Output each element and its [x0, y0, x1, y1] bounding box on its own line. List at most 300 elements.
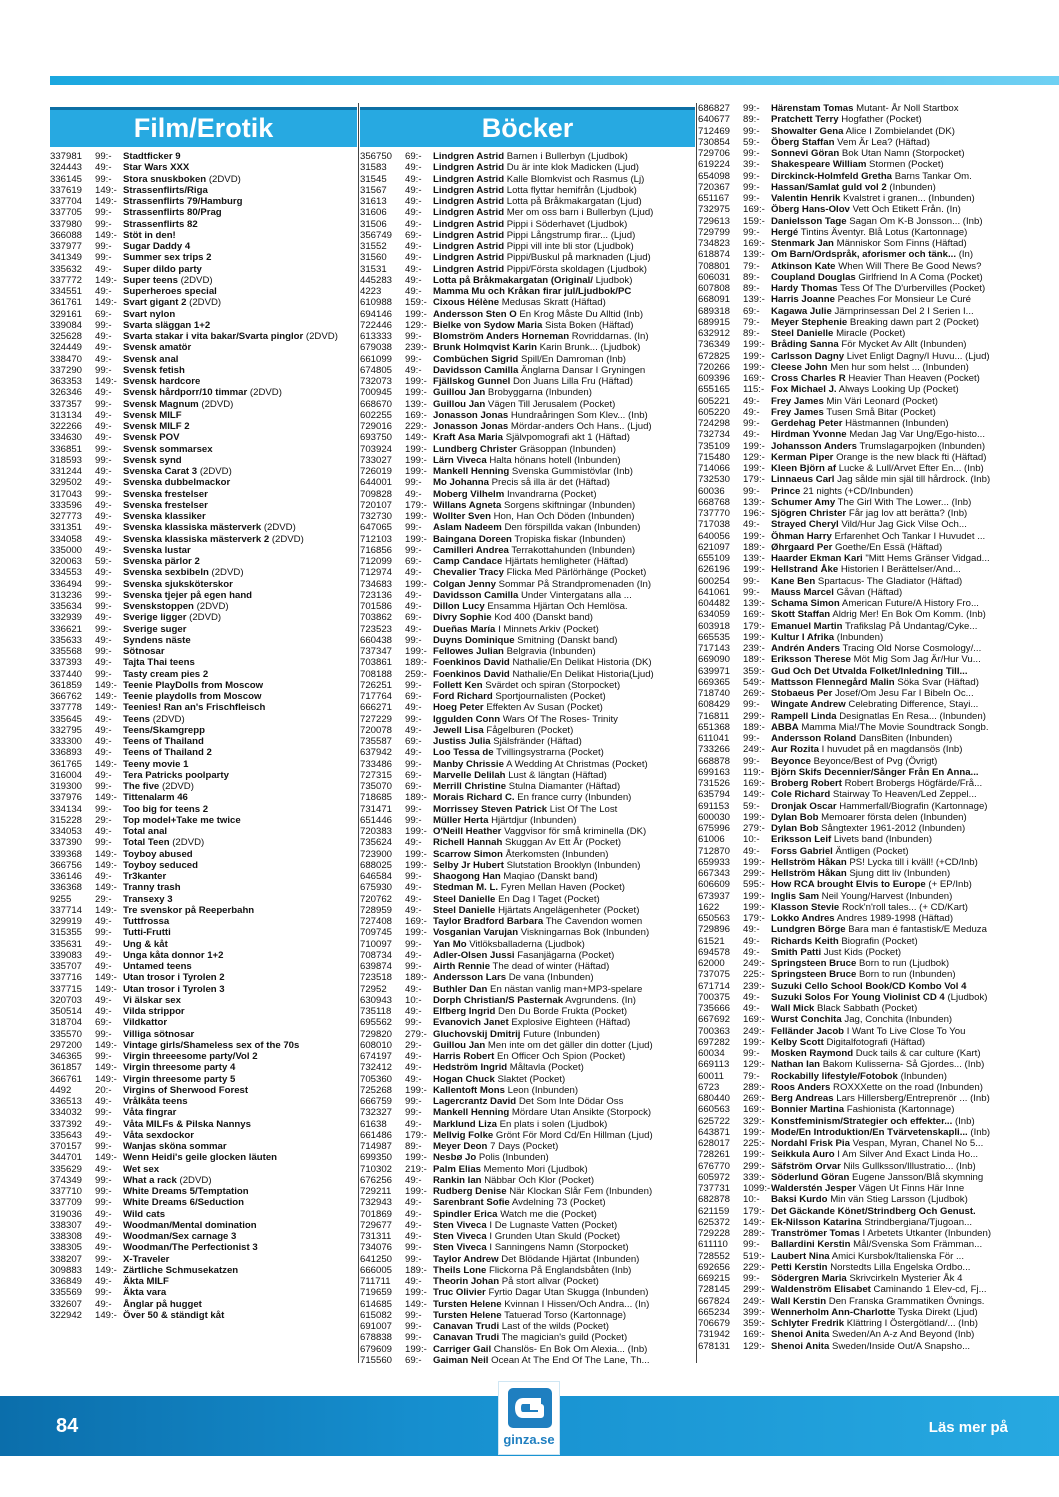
list-item[interactable]	[360, 635, 695, 646]
list-item[interactable]	[360, 207, 695, 218]
list-item[interactable]	[360, 1029, 695, 1040]
list-item[interactable]	[698, 801, 1013, 812]
list-item[interactable]	[698, 1217, 1013, 1228]
list-item[interactable]	[698, 103, 1013, 114]
list-item[interactable]	[698, 846, 1013, 857]
list-item[interactable]	[698, 879, 1013, 890]
list-item[interactable]	[360, 1310, 695, 1321]
list-item[interactable]	[50, 837, 357, 848]
list-item[interactable]	[50, 207, 357, 218]
list-item[interactable]	[360, 1242, 695, 1253]
list-item[interactable]	[698, 261, 1013, 272]
list-item[interactable]	[360, 1175, 695, 1186]
list-item[interactable]	[698, 1239, 1013, 1250]
list-item[interactable]	[698, 1183, 1013, 1194]
list-item[interactable]	[698, 564, 1013, 575]
list-item[interactable]	[698, 587, 1013, 598]
list-item[interactable]	[698, 924, 1013, 935]
list-item[interactable]	[698, 283, 1013, 294]
list-item[interactable]	[698, 1037, 1013, 1048]
list-item[interactable]	[360, 1164, 695, 1175]
list-item[interactable]	[698, 1093, 1013, 1104]
list-item[interactable]	[50, 669, 357, 680]
list-item[interactable]	[50, 545, 357, 556]
list-item[interactable]	[698, 384, 1013, 395]
list-item[interactable]	[50, 230, 357, 241]
list-item[interactable]	[360, 871, 695, 882]
list-item[interactable]	[360, 477, 695, 488]
list-item[interactable]	[698, 1071, 1013, 1082]
list-item[interactable]	[50, 466, 357, 477]
list-item[interactable]	[50, 792, 357, 803]
list-item[interactable]	[698, 508, 1013, 519]
list-item[interactable]	[360, 1287, 695, 1298]
list-item[interactable]	[360, 252, 695, 263]
list-item[interactable]	[360, 590, 695, 601]
list-item[interactable]	[698, 227, 1013, 238]
list-item[interactable]	[50, 567, 357, 578]
list-item[interactable]	[360, 1107, 695, 1118]
list-item[interactable]	[50, 444, 357, 455]
list-item[interactable]	[360, 1017, 695, 1028]
list-item[interactable]	[50, 1231, 357, 1242]
list-item[interactable]	[698, 249, 1013, 260]
list-item[interactable]	[360, 1209, 695, 1220]
list-item[interactable]	[698, 486, 1013, 497]
list-item[interactable]	[360, 185, 695, 196]
list-item[interactable]	[50, 500, 357, 511]
list-item[interactable]	[50, 736, 357, 747]
list-item[interactable]	[698, 1273, 1013, 1284]
list-item[interactable]	[50, 1254, 357, 1265]
list-item[interactable]	[50, 286, 357, 297]
list-item[interactable]	[50, 871, 357, 882]
list-item[interactable]	[50, 219, 357, 230]
list-item[interactable]	[360, 1074, 695, 1085]
list-item[interactable]	[698, 576, 1013, 587]
ginza-logo[interactable]	[498, 1381, 560, 1455]
list-item[interactable]	[360, 444, 695, 455]
list-item[interactable]	[360, 174, 695, 185]
list-item[interactable]	[698, 733, 1013, 744]
list-item[interactable]	[360, 747, 695, 758]
list-item[interactable]	[50, 252, 357, 263]
list-item[interactable]	[698, 767, 1013, 778]
list-item[interactable]	[360, 657, 695, 668]
list-item[interactable]	[698, 1149, 1013, 1160]
list-item[interactable]	[698, 1318, 1013, 1329]
list-item[interactable]	[50, 939, 357, 950]
list-item[interactable]	[698, 238, 1013, 249]
list-item[interactable]	[360, 230, 695, 241]
list-item[interactable]	[698, 351, 1013, 362]
list-item[interactable]	[360, 905, 695, 916]
list-item[interactable]	[360, 511, 695, 522]
list-item[interactable]	[698, 441, 1013, 452]
list-item[interactable]	[50, 860, 357, 871]
list-item[interactable]	[698, 688, 1013, 699]
list-item[interactable]	[698, 722, 1013, 733]
list-item[interactable]	[360, 354, 695, 365]
list-item[interactable]	[50, 747, 357, 758]
list-item[interactable]	[360, 534, 695, 545]
list-item[interactable]	[50, 1276, 357, 1287]
list-item[interactable]	[698, 677, 1013, 688]
list-item[interactable]	[360, 579, 695, 590]
list-item[interactable]	[698, 1138, 1013, 1149]
list-item[interactable]	[360, 691, 695, 702]
list-item[interactable]	[698, 159, 1013, 170]
list-item[interactable]	[360, 1085, 695, 1096]
list-item[interactable]	[698, 531, 1013, 542]
list-item[interactable]	[698, 407, 1013, 418]
list-item[interactable]	[50, 275, 357, 286]
list-item[interactable]	[360, 1051, 695, 1062]
list-item[interactable]	[360, 601, 695, 612]
list-item[interactable]	[698, 756, 1013, 767]
list-item[interactable]	[50, 1119, 357, 1130]
list-item[interactable]	[50, 1130, 357, 1141]
list-item[interactable]	[50, 376, 357, 387]
list-item[interactable]	[698, 598, 1013, 609]
list-item[interactable]	[698, 1172, 1013, 1183]
list-item[interactable]	[50, 657, 357, 668]
list-item[interactable]	[698, 621, 1013, 632]
list-item[interactable]	[50, 635, 357, 646]
list-item[interactable]	[50, 916, 357, 927]
list-item[interactable]	[360, 320, 695, 331]
list-item[interactable]	[360, 680, 695, 691]
list-item[interactable]	[698, 666, 1013, 677]
list-item[interactable]	[50, 342, 357, 353]
list-item[interactable]	[698, 1082, 1013, 1093]
list-item[interactable]	[50, 387, 357, 398]
list-item[interactable]	[50, 522, 357, 533]
list-item[interactable]	[360, 309, 695, 320]
list-item[interactable]	[698, 373, 1013, 384]
list-item[interactable]	[360, 725, 695, 736]
list-item[interactable]	[360, 1040, 695, 1051]
list-item[interactable]	[50, 1164, 357, 1175]
list-item[interactable]	[50, 477, 357, 488]
list-item[interactable]	[50, 1186, 357, 1197]
list-item[interactable]	[698, 699, 1013, 710]
list-item[interactable]	[360, 770, 695, 781]
list-item[interactable]	[50, 1040, 357, 1051]
list-item[interactable]	[50, 579, 357, 590]
list-item[interactable]	[360, 1152, 695, 1163]
list-item[interactable]	[698, 542, 1013, 553]
list-item[interactable]	[50, 309, 357, 320]
list-item[interactable]	[360, 860, 695, 871]
list-item[interactable]	[50, 804, 357, 815]
list-item[interactable]	[360, 489, 695, 500]
list-item[interactable]	[360, 1130, 695, 1141]
list-item[interactable]	[50, 1029, 357, 1040]
list-item[interactable]	[50, 815, 357, 826]
list-item[interactable]	[360, 264, 695, 275]
list-item[interactable]	[698, 452, 1013, 463]
list-item[interactable]	[50, 781, 357, 792]
list-item[interactable]	[698, 812, 1013, 823]
list-item[interactable]	[698, 1329, 1013, 1340]
list-item[interactable]	[50, 241, 357, 252]
list-item[interactable]	[360, 736, 695, 747]
list-item[interactable]	[698, 789, 1013, 800]
list-item[interactable]	[50, 455, 357, 466]
list-item[interactable]	[360, 219, 695, 230]
list-item[interactable]	[50, 1152, 357, 1163]
list-item[interactable]	[360, 1332, 695, 1343]
list-item[interactable]	[50, 612, 357, 623]
list-item[interactable]	[698, 1307, 1013, 1318]
list-item[interactable]	[50, 984, 357, 995]
list-item[interactable]	[698, 1194, 1013, 1205]
list-item[interactable]	[360, 331, 695, 342]
list-item[interactable]	[360, 759, 695, 770]
list-item[interactable]	[698, 171, 1013, 182]
list-item[interactable]	[360, 1276, 695, 1287]
list-item[interactable]	[360, 1254, 695, 1265]
list-item[interactable]	[360, 162, 695, 173]
list-item[interactable]	[698, 362, 1013, 373]
list-item[interactable]	[360, 1119, 695, 1130]
list-item[interactable]	[360, 826, 695, 837]
list-item[interactable]	[698, 1104, 1013, 1115]
list-item[interactable]	[50, 826, 357, 837]
list-item[interactable]	[50, 1017, 357, 1028]
list-item[interactable]	[698, 182, 1013, 193]
list-item[interactable]	[360, 849, 695, 860]
list-item[interactable]	[50, 680, 357, 691]
list-item[interactable]	[698, 474, 1013, 485]
list-item[interactable]	[360, 702, 695, 713]
list-item[interactable]	[360, 500, 695, 511]
list-item[interactable]	[50, 1006, 357, 1017]
list-item[interactable]	[360, 927, 695, 938]
list-item[interactable]	[50, 882, 357, 893]
list-item[interactable]	[50, 624, 357, 635]
list-item[interactable]	[50, 365, 357, 376]
list-item[interactable]	[698, 632, 1013, 643]
list-item[interactable]	[360, 196, 695, 207]
list-item[interactable]	[698, 1048, 1013, 1059]
list-item[interactable]	[698, 1228, 1013, 1239]
list-item[interactable]	[360, 984, 695, 995]
list-item[interactable]	[698, 193, 1013, 204]
list-item[interactable]	[50, 297, 357, 308]
list-item[interactable]	[50, 702, 357, 713]
list-item[interactable]	[50, 421, 357, 432]
list-item[interactable]	[698, 429, 1013, 440]
list-item[interactable]	[698, 1026, 1013, 1037]
list-item[interactable]	[698, 643, 1013, 654]
list-item[interactable]	[698, 137, 1013, 148]
list-item[interactable]	[698, 317, 1013, 328]
list-item[interactable]	[360, 669, 695, 680]
list-item[interactable]	[698, 891, 1013, 902]
list-item[interactable]	[698, 1206, 1013, 1217]
list-item[interactable]	[50, 1141, 357, 1152]
list-item[interactable]	[698, 711, 1013, 722]
list-item[interactable]	[50, 1175, 357, 1186]
list-item[interactable]	[360, 916, 695, 927]
list-item[interactable]	[698, 936, 1013, 947]
list-item[interactable]	[360, 1062, 695, 1073]
list-item[interactable]	[360, 1141, 695, 1152]
list-item[interactable]	[50, 151, 357, 162]
list-item[interactable]	[50, 590, 357, 601]
list-item[interactable]	[698, 654, 1013, 665]
list-item[interactable]	[50, 1051, 357, 1062]
list-item[interactable]	[360, 804, 695, 815]
list-item[interactable]	[360, 455, 695, 466]
list-item[interactable]	[360, 556, 695, 567]
list-item[interactable]	[50, 770, 357, 781]
list-item[interactable]	[698, 969, 1013, 980]
list-item[interactable]	[50, 1074, 357, 1085]
list-item[interactable]	[698, 1284, 1013, 1295]
list-item[interactable]	[360, 410, 695, 421]
list-item[interactable]	[360, 972, 695, 983]
list-item[interactable]	[50, 185, 357, 196]
list-item[interactable]	[360, 1220, 695, 1231]
list-item[interactable]	[50, 1220, 357, 1231]
list-item[interactable]	[50, 759, 357, 770]
list-item[interactable]	[50, 162, 357, 173]
read-more-link[interactable]: Läs mer på	[928, 1419, 1008, 1436]
list-item[interactable]	[50, 1287, 357, 1298]
list-item[interactable]	[360, 714, 695, 725]
list-item[interactable]	[360, 342, 695, 353]
list-item[interactable]	[698, 1161, 1013, 1172]
list-item[interactable]	[698, 216, 1013, 227]
list-item[interactable]	[698, 463, 1013, 474]
list-item[interactable]	[698, 1251, 1013, 1262]
list-item[interactable]	[698, 306, 1013, 317]
list-item[interactable]	[360, 399, 695, 410]
list-item[interactable]	[360, 151, 695, 162]
list-item[interactable]	[50, 714, 357, 725]
list-item[interactable]	[698, 1262, 1013, 1273]
list-item[interactable]	[50, 399, 357, 410]
list-item[interactable]	[698, 947, 1013, 958]
list-item[interactable]	[50, 432, 357, 443]
list-item[interactable]	[698, 204, 1013, 215]
list-item[interactable]	[698, 958, 1013, 969]
list-item[interactable]	[698, 902, 1013, 913]
list-item[interactable]	[360, 792, 695, 803]
list-item[interactable]	[698, 418, 1013, 429]
list-item[interactable]	[698, 609, 1013, 620]
list-item[interactable]	[698, 1059, 1013, 1070]
list-item[interactable]	[360, 241, 695, 252]
list-item[interactable]	[50, 995, 357, 1006]
list-item[interactable]	[50, 534, 357, 545]
list-item[interactable]	[698, 1127, 1013, 1138]
list-item[interactable]	[360, 1186, 695, 1197]
list-item[interactable]	[698, 328, 1013, 339]
list-item[interactable]	[360, 1355, 695, 1366]
list-item[interactable]	[698, 1014, 1013, 1025]
list-item[interactable]	[50, 511, 357, 522]
list-item[interactable]	[50, 646, 357, 657]
list-item[interactable]	[50, 1299, 357, 1310]
list-item[interactable]	[50, 489, 357, 500]
list-item[interactable]	[698, 126, 1013, 137]
list-item[interactable]	[50, 725, 357, 736]
list-item[interactable]	[50, 1107, 357, 1118]
list-item[interactable]	[50, 410, 357, 421]
list-item[interactable]	[698, 272, 1013, 283]
list-item[interactable]	[50, 972, 357, 983]
list-item[interactable]	[50, 849, 357, 860]
list-item[interactable]	[698, 834, 1013, 845]
list-item[interactable]	[360, 1197, 695, 1208]
list-item[interactable]	[50, 556, 357, 567]
list-item[interactable]	[698, 868, 1013, 879]
list-item[interactable]	[698, 114, 1013, 125]
list-item[interactable]	[360, 275, 695, 286]
list-item[interactable]	[360, 1231, 695, 1242]
list-item[interactable]	[360, 286, 695, 297]
list-item[interactable]	[360, 894, 695, 905]
list-item[interactable]	[360, 387, 695, 398]
list-item[interactable]	[360, 1265, 695, 1276]
list-item[interactable]	[360, 376, 695, 387]
list-item[interactable]	[50, 174, 357, 185]
list-item[interactable]	[50, 320, 357, 331]
list-item[interactable]	[50, 196, 357, 207]
list-item[interactable]	[360, 567, 695, 578]
list-item[interactable]	[50, 264, 357, 275]
list-item[interactable]	[698, 1003, 1013, 1014]
list-item[interactable]	[360, 882, 695, 893]
list-item[interactable]	[50, 1310, 357, 1321]
list-item[interactable]	[360, 961, 695, 972]
list-item[interactable]	[50, 1085, 357, 1096]
list-item[interactable]	[360, 646, 695, 657]
list-item[interactable]	[698, 857, 1013, 868]
list-item[interactable]	[50, 601, 357, 612]
list-item[interactable]	[50, 354, 357, 365]
list-item[interactable]	[698, 1116, 1013, 1127]
list-item[interactable]	[698, 992, 1013, 1003]
list-item[interactable]	[360, 1006, 695, 1017]
list-item[interactable]	[50, 331, 357, 342]
list-item[interactable]	[360, 624, 695, 635]
list-item[interactable]	[360, 545, 695, 556]
list-item[interactable]	[698, 497, 1013, 508]
list-item[interactable]	[698, 294, 1013, 305]
list-item[interactable]	[698, 339, 1013, 350]
list-item[interactable]	[360, 781, 695, 792]
list-item[interactable]	[50, 1096, 357, 1107]
list-item[interactable]	[698, 1341, 1013, 1352]
list-item[interactable]	[698, 396, 1013, 407]
list-item[interactable]	[360, 1299, 695, 1310]
list-item[interactable]	[698, 778, 1013, 789]
list-item[interactable]	[50, 1209, 357, 1220]
list-item[interactable]	[360, 466, 695, 477]
list-item[interactable]	[50, 1197, 357, 1208]
list-item[interactable]	[698, 913, 1013, 924]
list-item[interactable]	[360, 1096, 695, 1107]
list-item[interactable]	[50, 1062, 357, 1073]
list-item[interactable]	[360, 1321, 695, 1332]
list-item[interactable]	[360, 815, 695, 826]
list-item[interactable]	[360, 365, 695, 376]
